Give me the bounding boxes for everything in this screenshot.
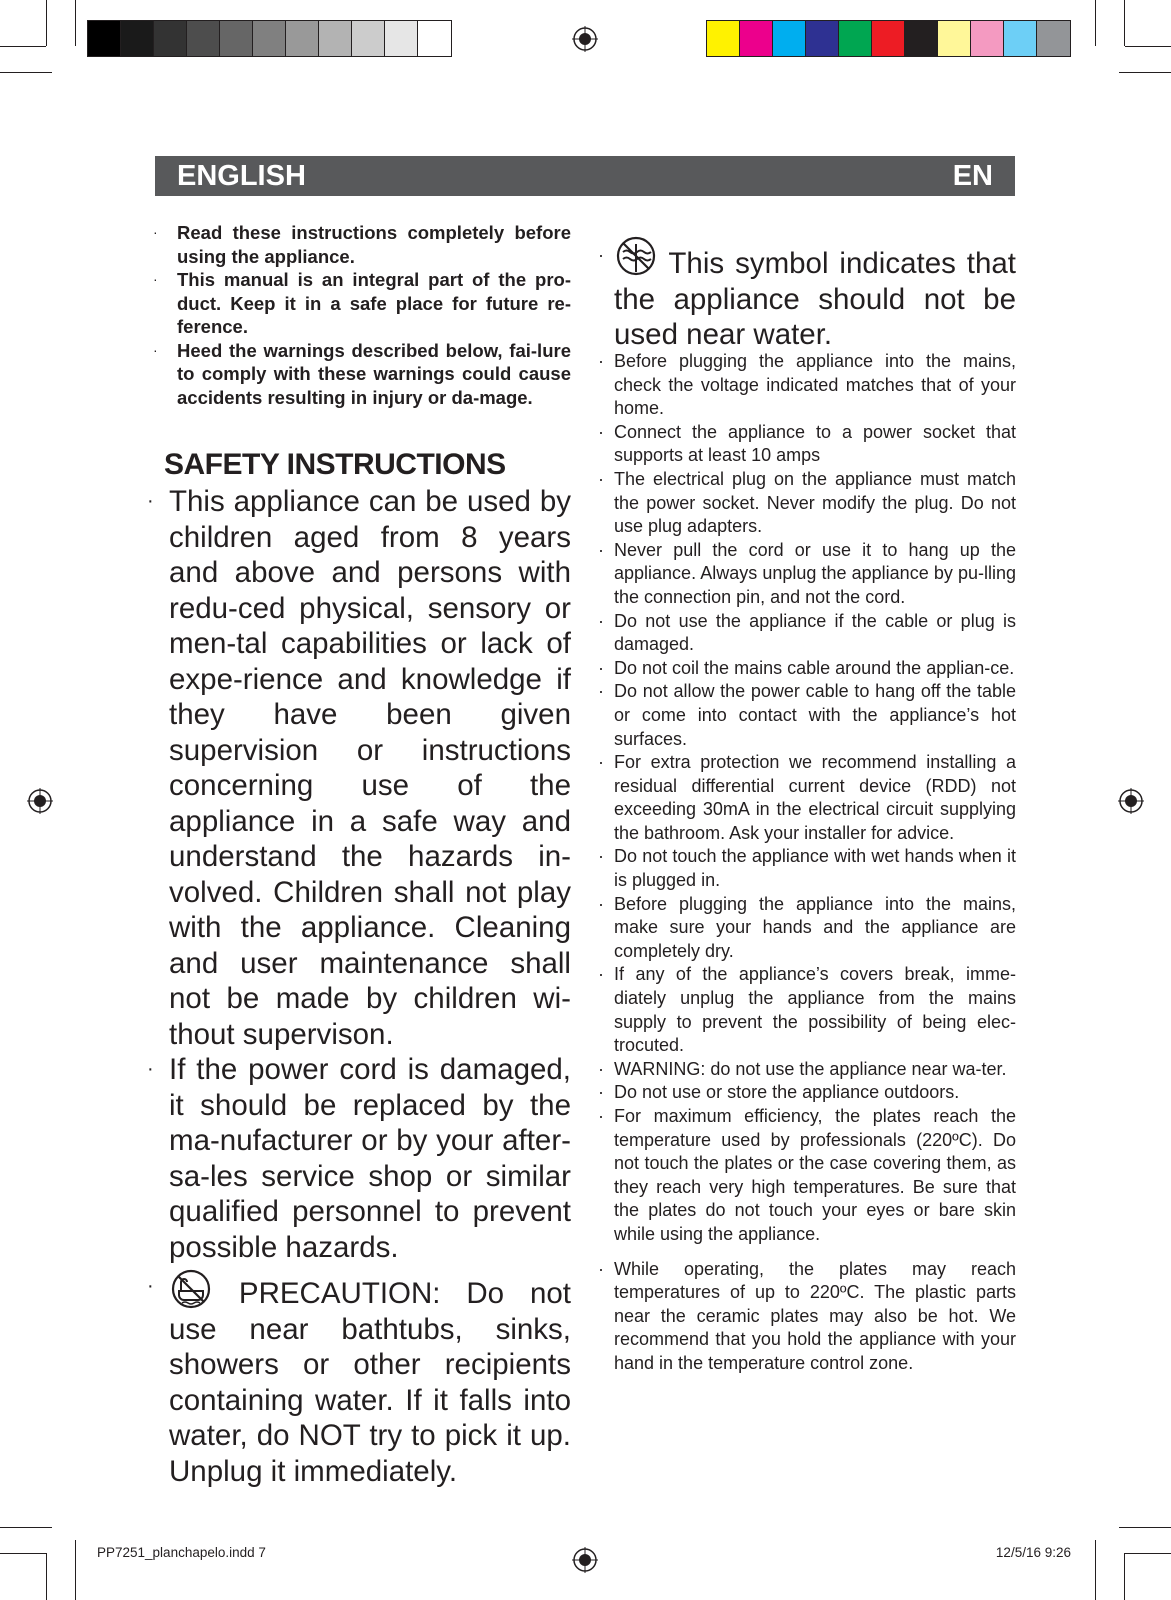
- color-swatch: [1004, 21, 1037, 56]
- list-item: [169, 1269, 571, 1489]
- color-swatch: [88, 21, 121, 56]
- list-item: · If any of the appliance’s covers break, imme-diately unplug the appliance from the mains supply to prevent the possibility of being elec-trocuted.: [614, 963, 1016, 1057]
- warnings-list: [614, 350, 1016, 1376]
- list-item: · While operating, the plates may reach temperatures of up to 220ºC. The plastic parts near the ceramic plates may also be hot. We recommend that you hold the appliance with your hand in the temperature control zone.: [614, 1258, 1016, 1376]
- color-swatch: [773, 21, 806, 56]
- language-header-bar: [155, 156, 1015, 196]
- list-item: · Do not touch the appliance with wet hands when it is plugged in.: [614, 845, 1016, 892]
- slug-date: 12/5/16 9:26: [995, 1545, 1071, 1560]
- list-item: · This manual is an integral part of the pro-duct. Keep it in a safe place for future re-ference.: [177, 268, 571, 339]
- color-swatch: [352, 21, 385, 56]
- color-swatch: [220, 21, 253, 56]
- precaution-text: PRECAUTION: Do not use near bathtubs, sinks, showers or other recipients containing water. If it falls into water, do NOT try to pick it up. Unplug it immediately.: [169, 1277, 571, 1488]
- list-item: · Heed the warnings described below, fai-lure to comply with these warnings could cause accidents resulting in injury or da-mage.: [177, 339, 571, 410]
- registration-mark-icon: [27, 788, 53, 814]
- list-item: [614, 236, 1016, 353]
- no-bathtub-icon: [169, 1269, 213, 1309]
- color-swatch: [121, 21, 154, 56]
- color-swatch: [253, 21, 286, 56]
- list-item: · Before plugging the appliance into the mains, check the voltage indicated matches that of your home.: [614, 350, 1016, 421]
- list-item: · Do not use the appliance if the cable or plug is damaged.: [614, 610, 1016, 657]
- color-swatch: [154, 21, 187, 56]
- color-swatch: [707, 21, 740, 56]
- water-symbol-text: This symbol indicates that the appliance should not be used near water.: [614, 247, 1016, 351]
- color-swatch: [319, 21, 352, 56]
- color-swatch: [418, 21, 451, 56]
- water-symbol-note: [614, 236, 1016, 353]
- color-swatch: [839, 21, 872, 56]
- list-item: · Do not use or store the appliance outdoors.: [614, 1081, 1016, 1105]
- language-title: ENGLISH: [177, 160, 306, 192]
- color-swatch: [385, 21, 418, 56]
- section-title: SAFETY INSTRUCTIONS: [164, 448, 506, 481]
- color-swatch: [905, 21, 938, 56]
- intro-list: [177, 221, 571, 409]
- color-swatch: [806, 21, 839, 56]
- list-item: · This appliance can be used by children aged from 8 years and above and persons with redu-ced physical, sensory or men-tal capabilities or lack of expe-rience and knowledge if they have been given supervision or instructions concerning use of the appliance in a safe way and understand the hazards in-volved. Children shall not play with the appliance. Cleaning and user maintenance shall not be made by children wi-thout supervison.: [169, 484, 571, 1052]
- list-item: · For extra protection we recommend installing a residual differential current device (RDD) not exceeding 30mA in the electrical circuit supplying the bathroom. Ask your installer for advice.: [614, 751, 1016, 845]
- list-item: · WARNING: do not use the appliance near wa-ter.: [614, 1058, 1016, 1082]
- list-item: · Do not coil the mains cable around the applian-ce.: [614, 657, 1016, 681]
- list-item: · The electrical plug on the appliance must match the power socket. Never modify the plug. Do not use plug adapters.: [614, 468, 1016, 539]
- color-swatch: [740, 21, 773, 56]
- registration-mark-icon: [1118, 788, 1144, 814]
- list-item: · If the power cord is damaged, it should be replaced by the ma-nufacturer or by your after-sa-les service shop or similar qualified personnel to prevent possible hazards.: [169, 1052, 571, 1265]
- list-item: · Before plugging the appliance into the mains, make sure your hands and the appliance are completely dry.: [614, 893, 1016, 964]
- list-item: · For maximum efficiency, the plates reach the temperature used by professionals (220ºC). Do not touch the plates or the case covering them, as they reach very high temperatures. Be sure that the plates do not touch your eyes or bare skin while using the appliance.: [614, 1105, 1016, 1247]
- color-swatch: [971, 21, 1004, 56]
- process-color-bar: [706, 20, 1071, 57]
- no-water-icon: [614, 236, 658, 276]
- list-item: · Read these instructions completely before using the appliance.: [177, 221, 571, 268]
- list-item: · Connect the appliance to a power socket that supports at least 10 amps: [614, 421, 1016, 468]
- list-item: · Never pull the cord or use it to hang up the appliance. Always unplug the appliance by pu-lling the connection pin, and not the cord.: [614, 539, 1016, 610]
- registration-mark-icon: [572, 26, 598, 52]
- color-swatch: [286, 21, 319, 56]
- grayscale-color-bar: [87, 20, 452, 57]
- color-swatch: [872, 21, 905, 56]
- registration-mark-icon: [572, 1547, 598, 1573]
- list-item: · Do not allow the power cable to hang off the table or come into contact with the appliance’s hot surfaces.: [614, 680, 1016, 751]
- language-code: EN: [952, 160, 993, 192]
- color-swatch: [1037, 21, 1070, 56]
- color-swatch: [938, 21, 971, 56]
- safety-list: [169, 484, 571, 1489]
- slug-file: PP7251_planchapelo.indd 7: [97, 1545, 266, 1560]
- color-swatch: [187, 21, 220, 56]
